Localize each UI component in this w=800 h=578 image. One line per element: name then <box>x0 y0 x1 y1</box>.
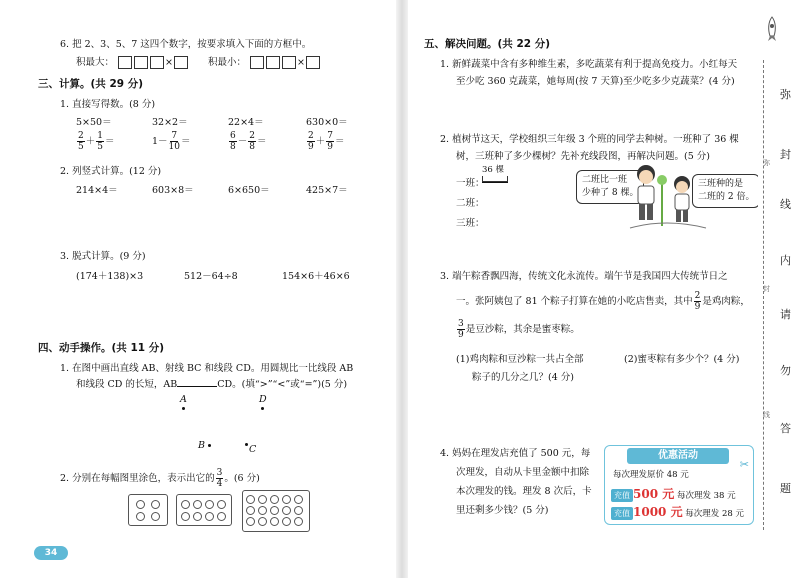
p3-line2: 一。张阿姨包了 81 个粽子打算在她的小吃店售卖，其中 $\frac{2}{9}$ 是鸡肉粽， <box>456 291 750 312</box>
answer-box[interactable] <box>282 56 296 69</box>
class1-segment <box>482 182 508 183</box>
grid-cell[interactable] <box>270 517 279 526</box>
grid-cell[interactable] <box>151 500 160 509</box>
promo-original-price: 每次理发原价 48 元 <box>613 470 689 480</box>
scissors-icon: ✂ <box>739 458 749 471</box>
fraction: $\frac{2}{9}$ <box>308 131 314 152</box>
speech-bubble-1: 二班比一班 少种了 8 棵。 <box>576 170 644 204</box>
draw1-line1: 1. 在图中画出直线 AB、射线 BC 和线段 CD。用圆规比一比线段 AB <box>60 363 354 374</box>
grid-cell[interactable] <box>258 517 267 526</box>
grid-cell[interactable] <box>270 495 279 504</box>
p3-line3: $\frac{3}{9}$ 是豆沙粽，其余是蜜枣粽。 <box>458 319 580 340</box>
calc-item: 630×0＝ <box>306 117 348 128</box>
grid-cell[interactable] <box>205 500 214 509</box>
fraction: $\frac{7}{10}$ <box>168 131 180 152</box>
seal-char: 弥 <box>780 88 791 101</box>
stepwise-calc-item: (174＋138)×3 <box>76 271 144 282</box>
seal-char: 勿 <box>780 364 791 377</box>
seal-dashed-line <box>763 60 764 530</box>
q6-min-row <box>208 54 321 69</box>
class2-label: 二班： <box>456 198 485 209</box>
vertical-calc-item: 6×650＝ <box>228 185 270 196</box>
dot-grid-5x3[interactable] <box>242 490 310 532</box>
answer-box[interactable] <box>306 56 320 69</box>
seal-char: 线 <box>780 198 791 211</box>
stepwise-calc-item: 154×6＋46×6 <box>282 271 350 282</box>
calc2-title: 2. 列竖式计算。(12 分) <box>60 166 162 177</box>
q6-min-label: 积最小： <box>208 57 247 68</box>
page-number-badge: 34 <box>34 546 68 560</box>
grid-cell[interactable] <box>282 495 291 504</box>
grid-cell[interactable] <box>258 506 267 515</box>
p4-line4: 里还剩多少钱？(5 分) <box>456 505 549 516</box>
q6-max-label: 积最大： <box>76 57 115 68</box>
fraction: $\frac{6}{8}$ <box>230 131 236 152</box>
point-c <box>245 443 248 446</box>
grid-cell[interactable] <box>205 512 214 521</box>
point-d <box>261 407 264 410</box>
grid-cell[interactable] <box>217 512 226 521</box>
promo-tier-2: 充值 1000 元 每次理发 28 元 <box>611 503 744 520</box>
promotion-card <box>604 445 754 525</box>
answer-box[interactable] <box>150 56 164 69</box>
p3-line1: 3. 端午粽香飘四海，传统文化永流传。端午节是我国四大传统节日之 <box>440 271 728 282</box>
point-b <box>208 444 211 447</box>
point-d-label: D <box>259 394 267 405</box>
dot-grid-4x2[interactable] <box>176 494 232 526</box>
calc-item: 5×50＝ <box>76 117 112 128</box>
seal-char: 请 <box>780 308 791 321</box>
segment-label: 36 棵 <box>482 165 505 175</box>
class3-label: 三班： <box>456 218 485 229</box>
q6-max-row <box>76 54 189 69</box>
grid-cell[interactable] <box>246 506 255 515</box>
fraction: $\frac{2}{9}$ <box>694 291 701 312</box>
fraction: $\frac{2}{5}$ <box>78 131 84 152</box>
point-a-label: A <box>180 394 187 405</box>
times-sign: × <box>297 57 306 68</box>
calc3-title: 3. 脱式计算。(9 分) <box>60 251 146 262</box>
grid-cell[interactable] <box>217 500 226 509</box>
seal-char: 答 <box>780 422 791 435</box>
section5-title: 五、解决问题。(共 22 分) <box>424 38 551 50</box>
speech-bubble-2: 三班种的是 二班的 2 倍。 <box>692 174 760 208</box>
p1-line2: 至少吃 360 克蔬菜，她每周(按 7 天算)至少吃多少克蔬菜？(4 分) <box>456 76 735 87</box>
p3-sub1-line2: 粽子的几分之几？(4 分) <box>472 372 574 383</box>
p3-sub2: (2)蜜枣粽有多少个？(4 分) <box>624 354 740 365</box>
answer-box[interactable] <box>118 56 132 69</box>
times-sign: × <box>165 57 174 68</box>
grid-cell[interactable] <box>294 506 303 515</box>
grid-cell[interactable] <box>294 495 303 504</box>
point-c-label: C <box>249 444 257 455</box>
grid-cell[interactable] <box>136 500 145 509</box>
q6-text: 6. 把 2、3、5、7 这四个数字，按要求填入下面的方框中。 <box>60 39 312 50</box>
seal-char: 内 <box>780 254 791 267</box>
seal-small-char: 封 <box>763 285 770 293</box>
grid-cell[interactable] <box>181 512 190 521</box>
answer-box[interactable] <box>250 56 264 69</box>
blank-line[interactable] <box>177 386 217 387</box>
dot-grid-2x2[interactable] <box>128 494 168 526</box>
fraction: $\frac{1}{5}$ <box>97 131 103 152</box>
p4-line3: 本次理发的钱。理发 8 次后，卡 <box>456 486 592 497</box>
grid-cell[interactable] <box>246 495 255 504</box>
draw1-line2: 和线段 CD 的长短，AB CD。(填“>”“<”或“=”)(5 分) <box>76 379 348 390</box>
grid-cell[interactable] <box>181 500 190 509</box>
fraction: $\frac{3}{9}$ <box>458 319 464 340</box>
grid-cell[interactable] <box>246 517 255 526</box>
rocket-icon <box>765 16 779 42</box>
seal-small-char: 弥 <box>763 159 770 167</box>
grid-cell[interactable] <box>282 517 291 526</box>
vertical-calc-item: 214×4＝ <box>76 185 118 196</box>
promo-tier-1: 充值 500 元 每次理发 38 元 <box>611 485 736 502</box>
vertical-calc-item: 425×7＝ <box>306 185 348 196</box>
answer-box[interactable] <box>134 56 148 69</box>
p2-line1: 2. 植树节这天，学校组织三年级 3 个班的同学去种树。一班种了 36 棵 <box>440 134 739 145</box>
stepwise-calc-item: 512－64÷8 <box>184 271 238 282</box>
section3-title: 三、计算。(共 29 分) <box>38 78 144 90</box>
grid-cell[interactable] <box>151 512 160 521</box>
fraction: $\frac{7}{9}$ <box>327 131 333 152</box>
draw2-text: 2. 分别在每幅图里涂色，表示出它的 $\frac{3}{4}$ 。(6 分) <box>60 468 260 489</box>
answer-box[interactable] <box>174 56 188 69</box>
p2-line2: 树，三班种了多少棵树？先补充线段图，再解决问题。(5 分) <box>456 151 710 162</box>
fraction: $\frac{2}{8}$ <box>249 131 255 152</box>
point-b-label: B <box>198 440 205 451</box>
frac-calc-item: $\frac{2}{5}$ ＋ $\frac{1}{5}$ ＝ <box>78 131 115 152</box>
seal-small-char: 线 <box>763 411 770 419</box>
frac-calc-item: 1－ $\frac{7}{10}$ ＝ <box>152 131 191 152</box>
calc1-title: 1. 直接写得数。(8 分) <box>60 99 156 110</box>
grid-cell[interactable] <box>193 512 202 521</box>
grid-cell[interactable] <box>136 512 145 521</box>
p4-line1: 4. 妈妈在理发店充值了 500 元，每 <box>440 448 591 459</box>
p3-sub1-line1: (1)鸡肉粽和豆沙粽一共占全部 <box>456 354 584 365</box>
point-a <box>182 407 185 410</box>
grid-cell[interactable] <box>294 517 303 526</box>
page-fold <box>396 0 408 578</box>
frac-calc-item: $\frac{2}{9}$ ＋ $\frac{7}{9}$ ＝ <box>308 131 345 152</box>
class1-label: 一班： <box>456 178 485 189</box>
answer-box[interactable] <box>266 56 280 69</box>
vertical-calc-item: 603×8＝ <box>152 185 194 196</box>
calc-item: 32×2＝ <box>152 117 188 128</box>
grid-cell[interactable] <box>193 500 202 509</box>
promotion-title: 优惠活动 <box>627 448 729 464</box>
calc-item: 22×4＝ <box>228 117 264 128</box>
frac-calc-item: $\frac{6}{8}$ － $\frac{2}{8}$ ＝ <box>230 131 267 152</box>
p4-line2: 次理发，自动从卡里金额中扣除 <box>456 467 590 478</box>
section4-title: 四、动手操作。(共 11 分) <box>38 342 165 354</box>
grid-cell[interactable] <box>282 506 291 515</box>
p1-line1: 1. 新鲜蔬菜中含有多种维生素，多吃蔬菜有利于提高免疫力。小红每天 <box>440 59 738 70</box>
grid-cell[interactable] <box>270 506 279 515</box>
grid-cell[interactable] <box>258 495 267 504</box>
seal-char: 封 <box>780 148 791 161</box>
seal-char: 题 <box>780 482 791 495</box>
fraction: $\frac{3}{4}$ <box>216 468 223 489</box>
